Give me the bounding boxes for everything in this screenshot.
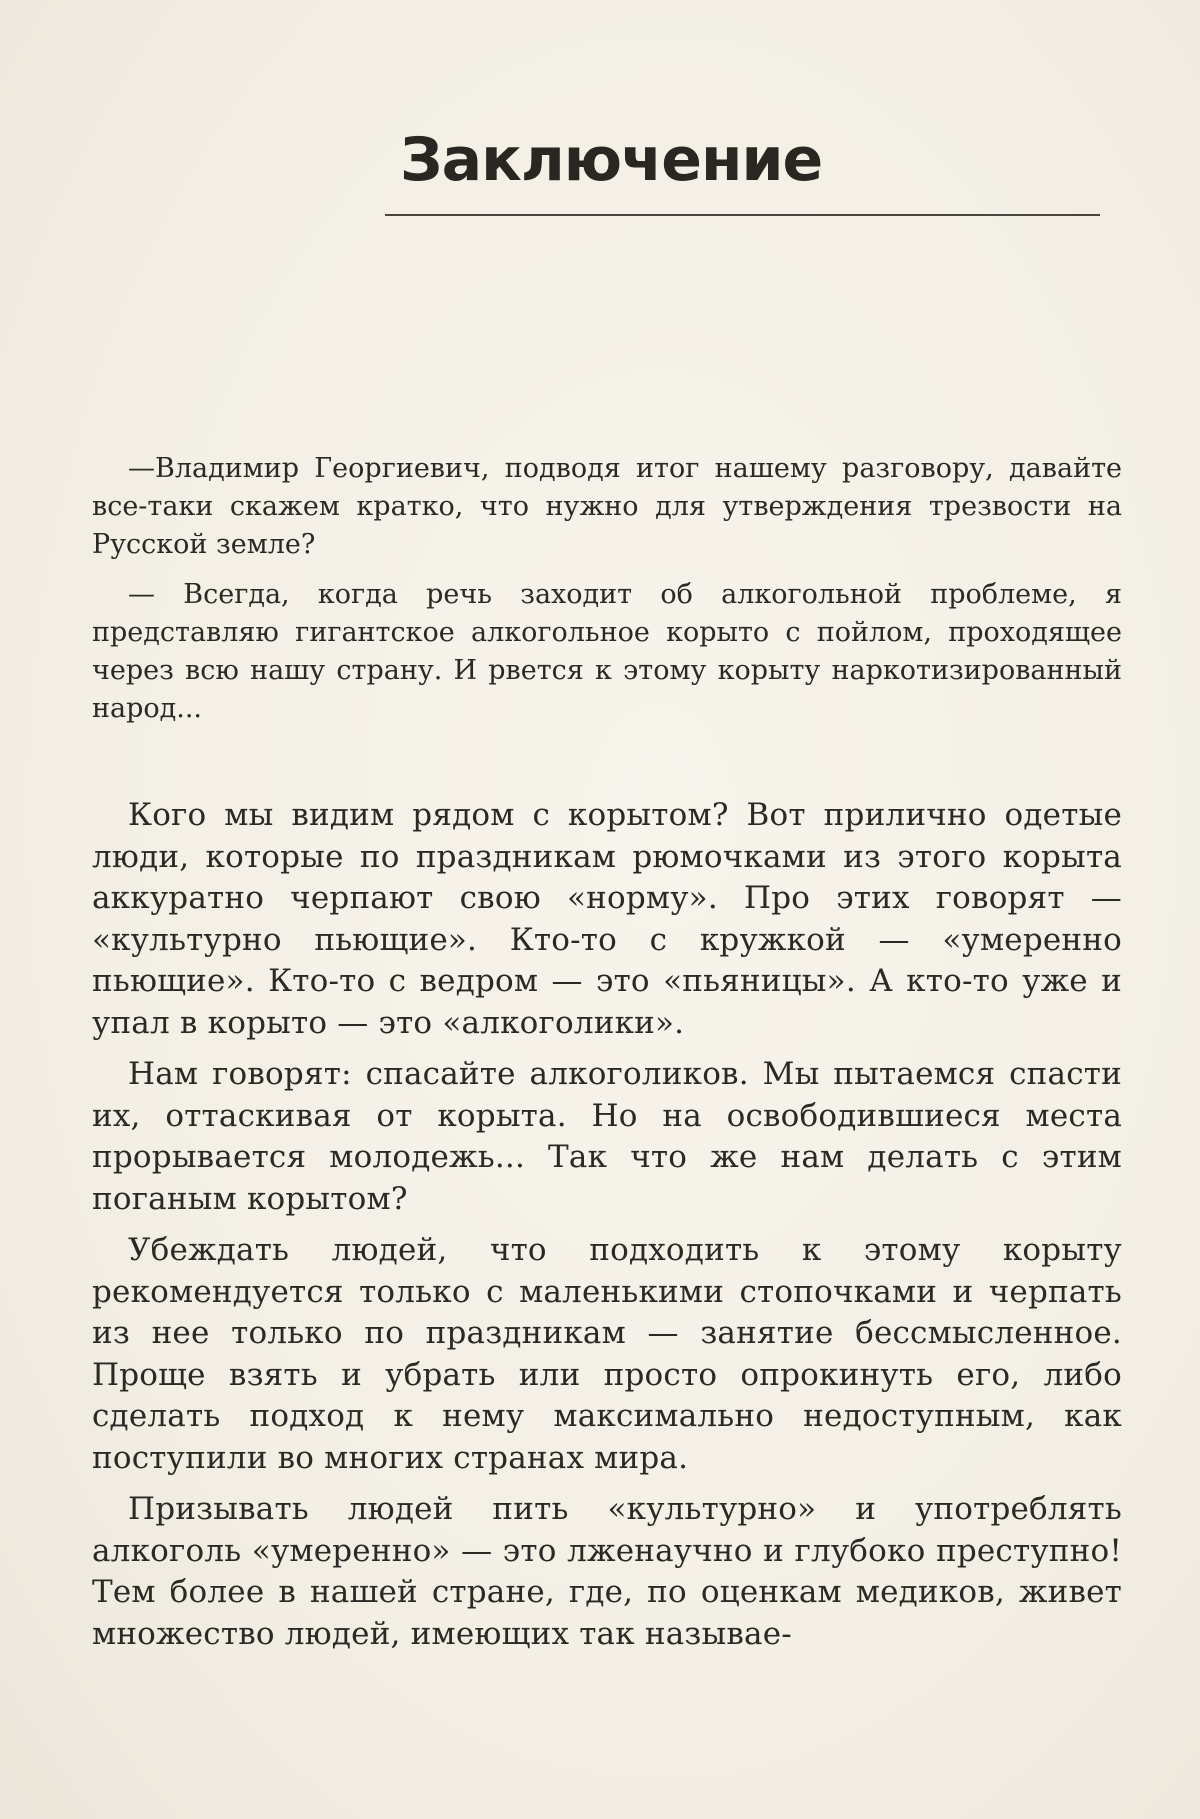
paragraph: Призывать людей пить «культурно» и употреблять алкоголь «умеренно» — это лженаучно и глубоко преступно! Тем более в нашей стране, где, по оценкам медиков, живет множество людей, имеющих так называе- [92, 1491, 1122, 1652]
dialog-question: —Владимир Георгиевич, подводя итог нашему разговору, давайте все-таки скажем кратко, что нужно для утверждения трезвости на Русской земле? [92, 453, 1122, 560]
paragraph: Нам говорят: спасайте алкоголиков. Мы пытаемся спасти их, оттаскивая от корыта. Но на освободившиеся места прорывается молодежь... Так что же нам делать с этим поганым корытом? [92, 1056, 1122, 1217]
paragraph: Кого мы видим рядом с корытом? Вот прилично одетые люди, которые по праздникам рюмочками из этого корыта аккуратно черпают свою «норму». Про этих говорят — «культурно пьющие». Кто-то с кружкой — «умеренно пьющие». Кто-то с ведром — это «пьяницы». А кто-то уже и упал в корыто — это «алкоголики». [92, 797, 1122, 1041]
body-text [92, 795, 1122, 1655]
chapter-title: Заключение [400, 125, 823, 195]
dialog-answer: — Всегда, когда речь заходит об алкогольной проблеме, я представляю гигантское алкогольное корыто с пойлом, проходящее через всю нашу страну. И рвется к этому корыту наркотизированный народ... [92, 579, 1122, 724]
paragraph: Убеждать людей, что подходить к этому корыту рекомендуется только с маленькими стопочками и черпать из нее только по праздникам — занятие бессмысленное. Проще взять и убрать или просто опрокинуть его, либо сделать подход к нему максимально недоступным, как поступили во многих странах мира. [92, 1232, 1122, 1476]
title-underline [385, 214, 1100, 216]
dialog-block [92, 450, 1122, 728]
